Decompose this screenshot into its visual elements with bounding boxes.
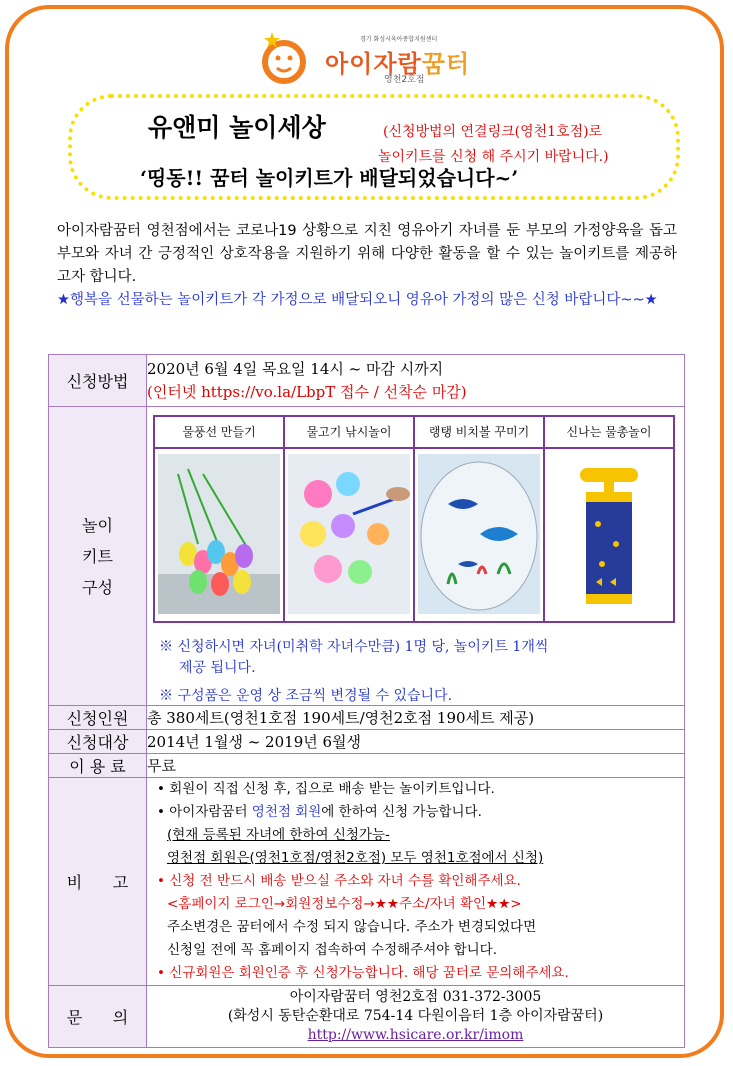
intro-paragraph xyxy=(57,220,677,312)
apply-date: 2020년 6월 4일 목요일 14시 ~ 마감 시까지 xyxy=(147,359,444,378)
remark-3-line3: 신청일 전에 꼭 홈페이지 접속하여 수정해주셔야 합니다. xyxy=(167,942,497,958)
target-value: 2014년 1월생 ~ 2019년 6월생 xyxy=(147,730,685,754)
intro-text: 아이자람꿈터 영천점에서는 코로나19 상황으로 지친 영유아기 자녀를 둔 부모의 가정양육을 돕고 부모와 자녀 간 긍정적인 상호작용을 지원하기 위해 다양한 활동을 할 수 있는 놀이키트를 제공하고자 합니다. xyxy=(57,223,677,285)
intro-highlight: ★행복을 선물하는 놀이키트가 각 가정으로 배달되오니 영유아 가정의 많은 신청 바랍니다~~★ xyxy=(57,292,658,308)
banner-note-line1: (신청방법의 연결링크(영천1호점)로 xyxy=(383,124,603,140)
remark-2: • 아이자람꿈터 영천점 회원에 한하여 신청 가능합니다. xyxy=(157,804,482,820)
row-target xyxy=(49,730,685,754)
kit-item-label: 물풍선 만들기 xyxy=(154,416,284,448)
row-kit xyxy=(49,407,685,706)
kit-note-2: ※ 구성품은 운영 상 조금씩 변경될 수 있습니다. xyxy=(159,688,453,704)
page-title: 유앤미 놀이세상 xyxy=(148,113,326,142)
fee-value: 무료 xyxy=(147,754,685,778)
contact-address: (화성시 동탄순환대로 754-14 다원이음터 1층 아이자람꿈터) xyxy=(227,1008,604,1024)
page-subtitle: ‘띵동!! 꿈터 놀이키트가 배달되었습니다~’ xyxy=(140,166,519,190)
label-fee: 이 용 료 xyxy=(49,754,147,778)
logo-name: 아이자람꿈터 xyxy=(325,50,471,78)
info-table xyxy=(48,354,685,1048)
remark-3-sub: <홈페이지 로그인→회원정보수정→★★주소/자녀 확인★★> xyxy=(167,896,522,912)
remark-2-sub2: 영천점 회원은(영천1호점/영천2호점) 모두 영천1호점에서 신청) xyxy=(167,850,544,866)
people-value: 총 380세트(영천1호점 190세트/영천2호점 190세트 제공) xyxy=(147,706,685,730)
kit-item-label: 랭탱 비치볼 꾸미기 xyxy=(414,416,544,448)
kit-item-label: 신나는 물총놀이 xyxy=(544,416,674,448)
remark-3: • 신청 전 반드시 배송 받으실 주소와 자녀 수를 확인해주세요. xyxy=(157,873,521,889)
kit-note-1: ※ 신청하시면 자녀(미취학 자녀수만큼) 1명 당, 놀이키트 1개씩 제공 됩니다. xyxy=(159,639,549,676)
label-kit: 놀이 키트 구성 xyxy=(49,407,147,706)
remark-3-line2: 주소변경은 꿈터에서 수정 되지 않습니다. 주소가 변경되었다면 xyxy=(167,919,537,935)
row-remarks xyxy=(49,778,685,986)
row-people xyxy=(49,706,685,730)
kit-items-table xyxy=(153,415,675,623)
kit-photo-beach-ball xyxy=(414,448,544,622)
contact-line1: 아이자람꿈터 영천2호점 031-372-3005 xyxy=(289,989,542,1005)
row-fee xyxy=(49,754,685,778)
apply-link[interactable]: (인터넷 https://vo.la/LbpT 접수 / 선착순 마감) xyxy=(147,382,467,401)
fishing-toy-image xyxy=(288,454,410,614)
banner-note-line2: 놀이키트를 신청 해 주시기 바랍니다.) xyxy=(378,149,609,165)
kit-item-label: 물고기 낚시놀이 xyxy=(284,416,414,448)
label-remarks: 비 고 xyxy=(49,778,147,986)
water-balloon-image xyxy=(158,454,280,614)
label-target: 신청대상 xyxy=(49,730,147,754)
label-people: 신청인원 xyxy=(49,706,147,730)
kit-photo-water-balloon xyxy=(154,448,284,622)
label-contact: 문 의 xyxy=(49,986,147,1048)
beach-ball-image xyxy=(418,454,540,614)
remark-2-sub1: (현재 등록된 자녀에 한하여 신청가능- xyxy=(167,827,390,843)
remark-4: • 신규회원은 회원인증 후 신청가능합니다. 해당 꿈터로 문의해주세요. xyxy=(157,965,569,981)
kit-photo-water-gun xyxy=(544,448,674,622)
homepage-link[interactable]: http://www.hsicare.or.kr/imom xyxy=(307,1027,524,1043)
logo-branch: 영천2호점 xyxy=(384,75,425,85)
row-apply-method xyxy=(49,355,685,407)
water-gun-image xyxy=(548,454,670,614)
row-contact xyxy=(49,986,685,1048)
remark-1: • 회원이 직접 신청 후, 집으로 배송 받는 놀이키트입니다. xyxy=(157,781,495,797)
kit-photo-fishing xyxy=(284,448,414,622)
logo-org-line: 경기 화성시육아종합지원센터 xyxy=(360,36,438,43)
label-apply-method: 신청방법 xyxy=(49,355,147,407)
